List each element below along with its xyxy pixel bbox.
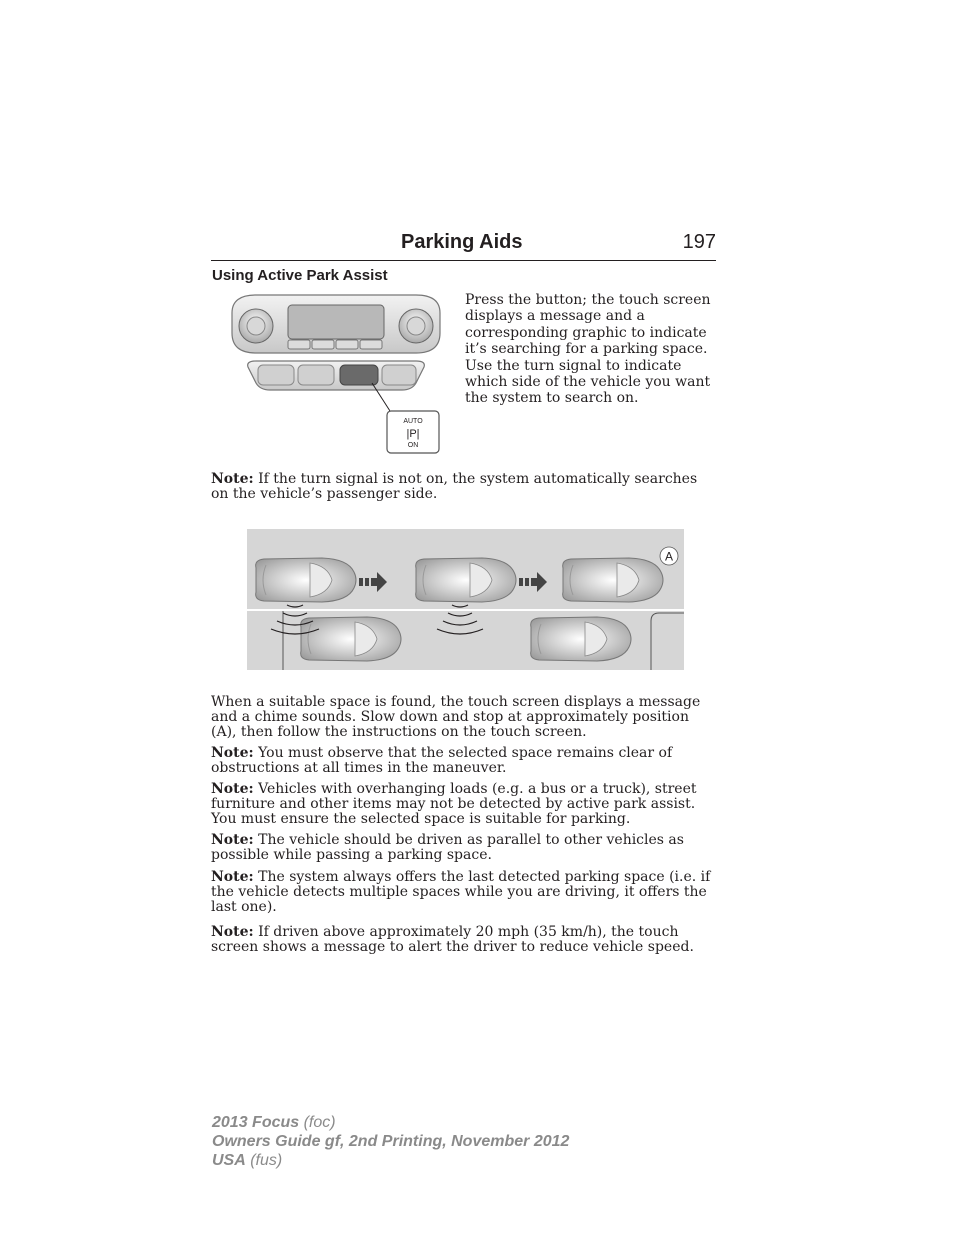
moving-car-3	[563, 558, 663, 602]
button-label-on: ON	[407, 442, 419, 449]
footer-region: USA (fus)	[212, 1152, 283, 1169]
moving-car-2	[416, 558, 516, 602]
position-a-label: A	[664, 549, 674, 564]
section-heading: Using Active Park Assist	[212, 267, 388, 284]
page-header	[211, 230, 716, 261]
parking-diagram	[247, 529, 684, 670]
body-text: When a suitable space is found, the touch screen displays a message and a chime sounds. Slow down and stop at approximately position (A), then follow the instructions on the touch screen.	[211, 694, 701, 741]
note-clear-space: Note: You must observe that the selected space remains clear of obstructions at all times in the maneuver.	[211, 745, 673, 777]
footer	[212, 1113, 569, 1170]
page-number: 197	[682, 231, 716, 253]
note-overhanging-loads: Note: Vehicles with overhanging loads (e.g. a bus or a truck), street furniture and other items may not be detected by active park assist. You must ensure the selected space is suitable for parking.	[211, 781, 697, 828]
console-illustration	[226, 293, 446, 458]
moving-car-1	[256, 558, 356, 602]
parked-car-2	[531, 617, 631, 661]
footer-guide: Owners Guide gf, 2nd Printing, November 2012	[212, 1133, 570, 1150]
intro-text: Press the button; the touch screen displays a message and a corresponding graphic to indicate it’s searching for a parking space. Use the turn signal to indicate which side of the vehicle you want the system to search on.	[465, 292, 711, 407]
button-label-p: |P|	[406, 428, 420, 440]
note-last-space: Note: The system always offers the last detected parking space (i.e. if the vehicle detects multiple spaces while you are driving, it offers the last one).	[211, 869, 711, 916]
parked-car-1	[301, 617, 401, 661]
page-title: Parking Aids	[401, 231, 523, 253]
note-passenger-side: Note: If the turn signal is not on, the system automatically searches on the vehicle’s passenger side.	[211, 471, 698, 503]
note-parallel-driving: Note: The vehicle should be driven as parallel to other vehicles as possible while passing a parking space.	[211, 832, 684, 864]
footer-model: 2013 Focus (foc)	[212, 1114, 336, 1131]
button-label-auto: AUTO	[403, 418, 423, 425]
note-speed-limit: Note: If driven above approximately 20 mph (35 km/h), the touch screen shows a message to alert the driver to reduce vehicle speed.	[211, 924, 694, 956]
